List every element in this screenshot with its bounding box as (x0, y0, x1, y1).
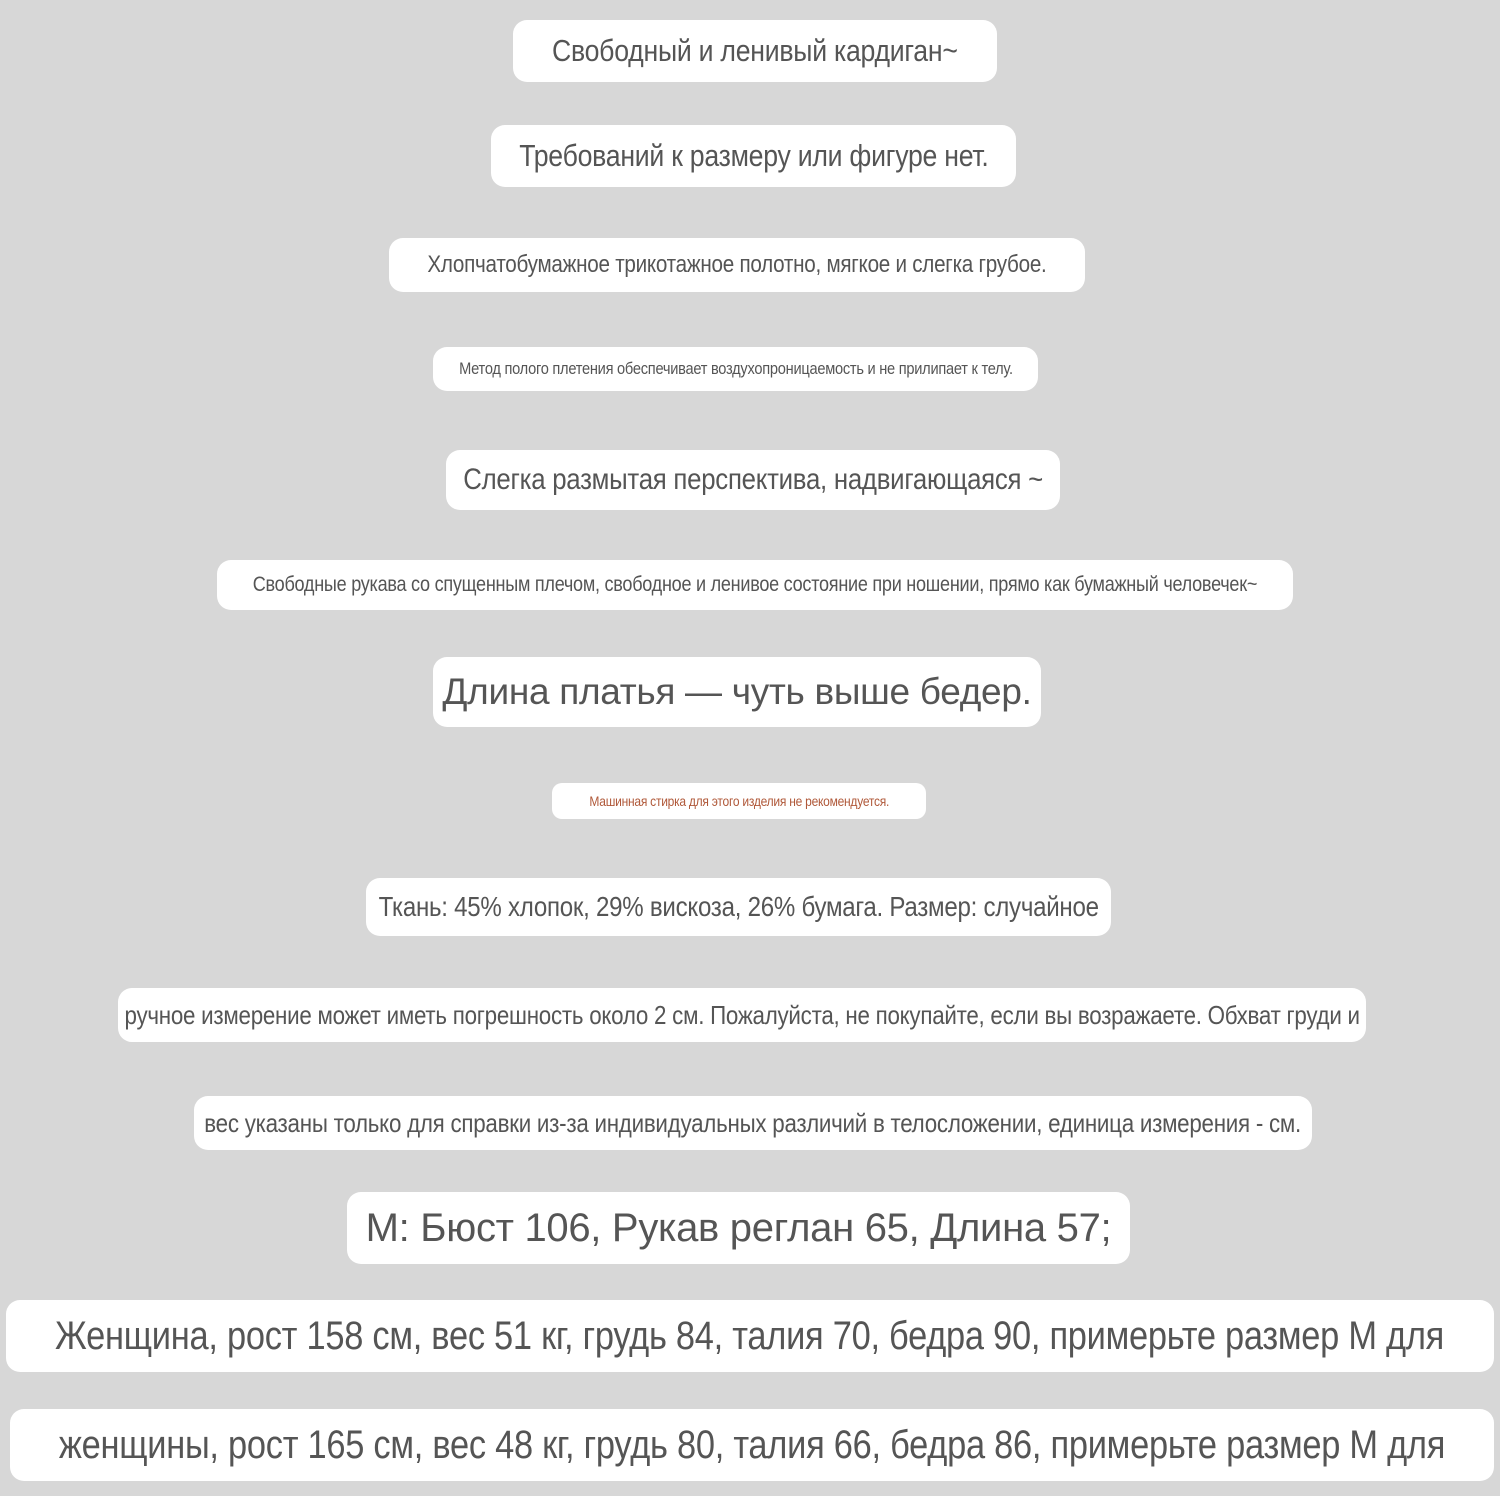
model-1-description (6, 1300, 1494, 1372)
size-m-measurements (347, 1192, 1130, 1264)
text-line-4 (433, 347, 1038, 391)
text-line-5-label: Слегка размытая перспектива, надвигающаяся ~ (463, 463, 1043, 496)
text-line-7-label: Длина платья — чуть выше бедер. (442, 671, 1032, 712)
text-line-6-label: Свободные рукава со спущенным плечом, свободное и ленивое состояние при ношении, прямо как бумажный человечек~ (252, 573, 1258, 596)
text-line-3 (389, 238, 1085, 292)
text-line-2-label: Требований к размеру или фигуре нет. (518, 138, 989, 173)
text-line-11 (194, 1096, 1312, 1150)
model-2-description (10, 1409, 1494, 1481)
size-m-measurements-label: M: Бюст 106, Рукав реглан 65, Длина 57; (365, 1205, 1112, 1250)
model-2-description-label: женщины, рост 165 см, вес 48 кг, грудь 80, талия 66, бедра 86, примерьте размер M для (58, 1422, 1446, 1467)
text-line-9-label: Ткань: 45% хлопок, 29% вискоза, 26% бумага. Размер: случайное (378, 891, 1099, 922)
text-line-4-label: Метод полого плетения обеспечивает воздухопроницаемость и не прилипает к телу. (458, 359, 1013, 378)
text-line-1 (513, 20, 997, 82)
text-line-10-label: ручное измерение может иметь погрешность около 2 см. Пожалуйста, не покупайте, если вы возражаете. Обхват груди и (124, 999, 1360, 1030)
text-line-10 (118, 988, 1366, 1042)
model-1-description-label: Женщина, рост 158 см, вес 51 кг, грудь 84, талия 70, бедра 90, примерьте размер M для (55, 1313, 1445, 1358)
text-line-6 (217, 560, 1293, 610)
text-line-9 (366, 878, 1111, 936)
text-line-3-label: Хлопчатобумажное трикотажное полотно, мягкое и слегка грубое. (427, 251, 1047, 278)
text-line-1-label: Свободный и ленивый кардиган~ (552, 33, 958, 68)
text-line-11-label: вес указаны только для справки из-за индивидуальных различий в телосложении, единица измерения - см. (204, 1107, 1302, 1138)
text-line-2 (491, 125, 1016, 187)
warning-text-label: Машинная стирка для этого изделия не рекомендуется. (589, 793, 889, 809)
text-line-7 (433, 657, 1041, 727)
text-line-5 (446, 450, 1060, 510)
warning-text-line (552, 783, 926, 819)
